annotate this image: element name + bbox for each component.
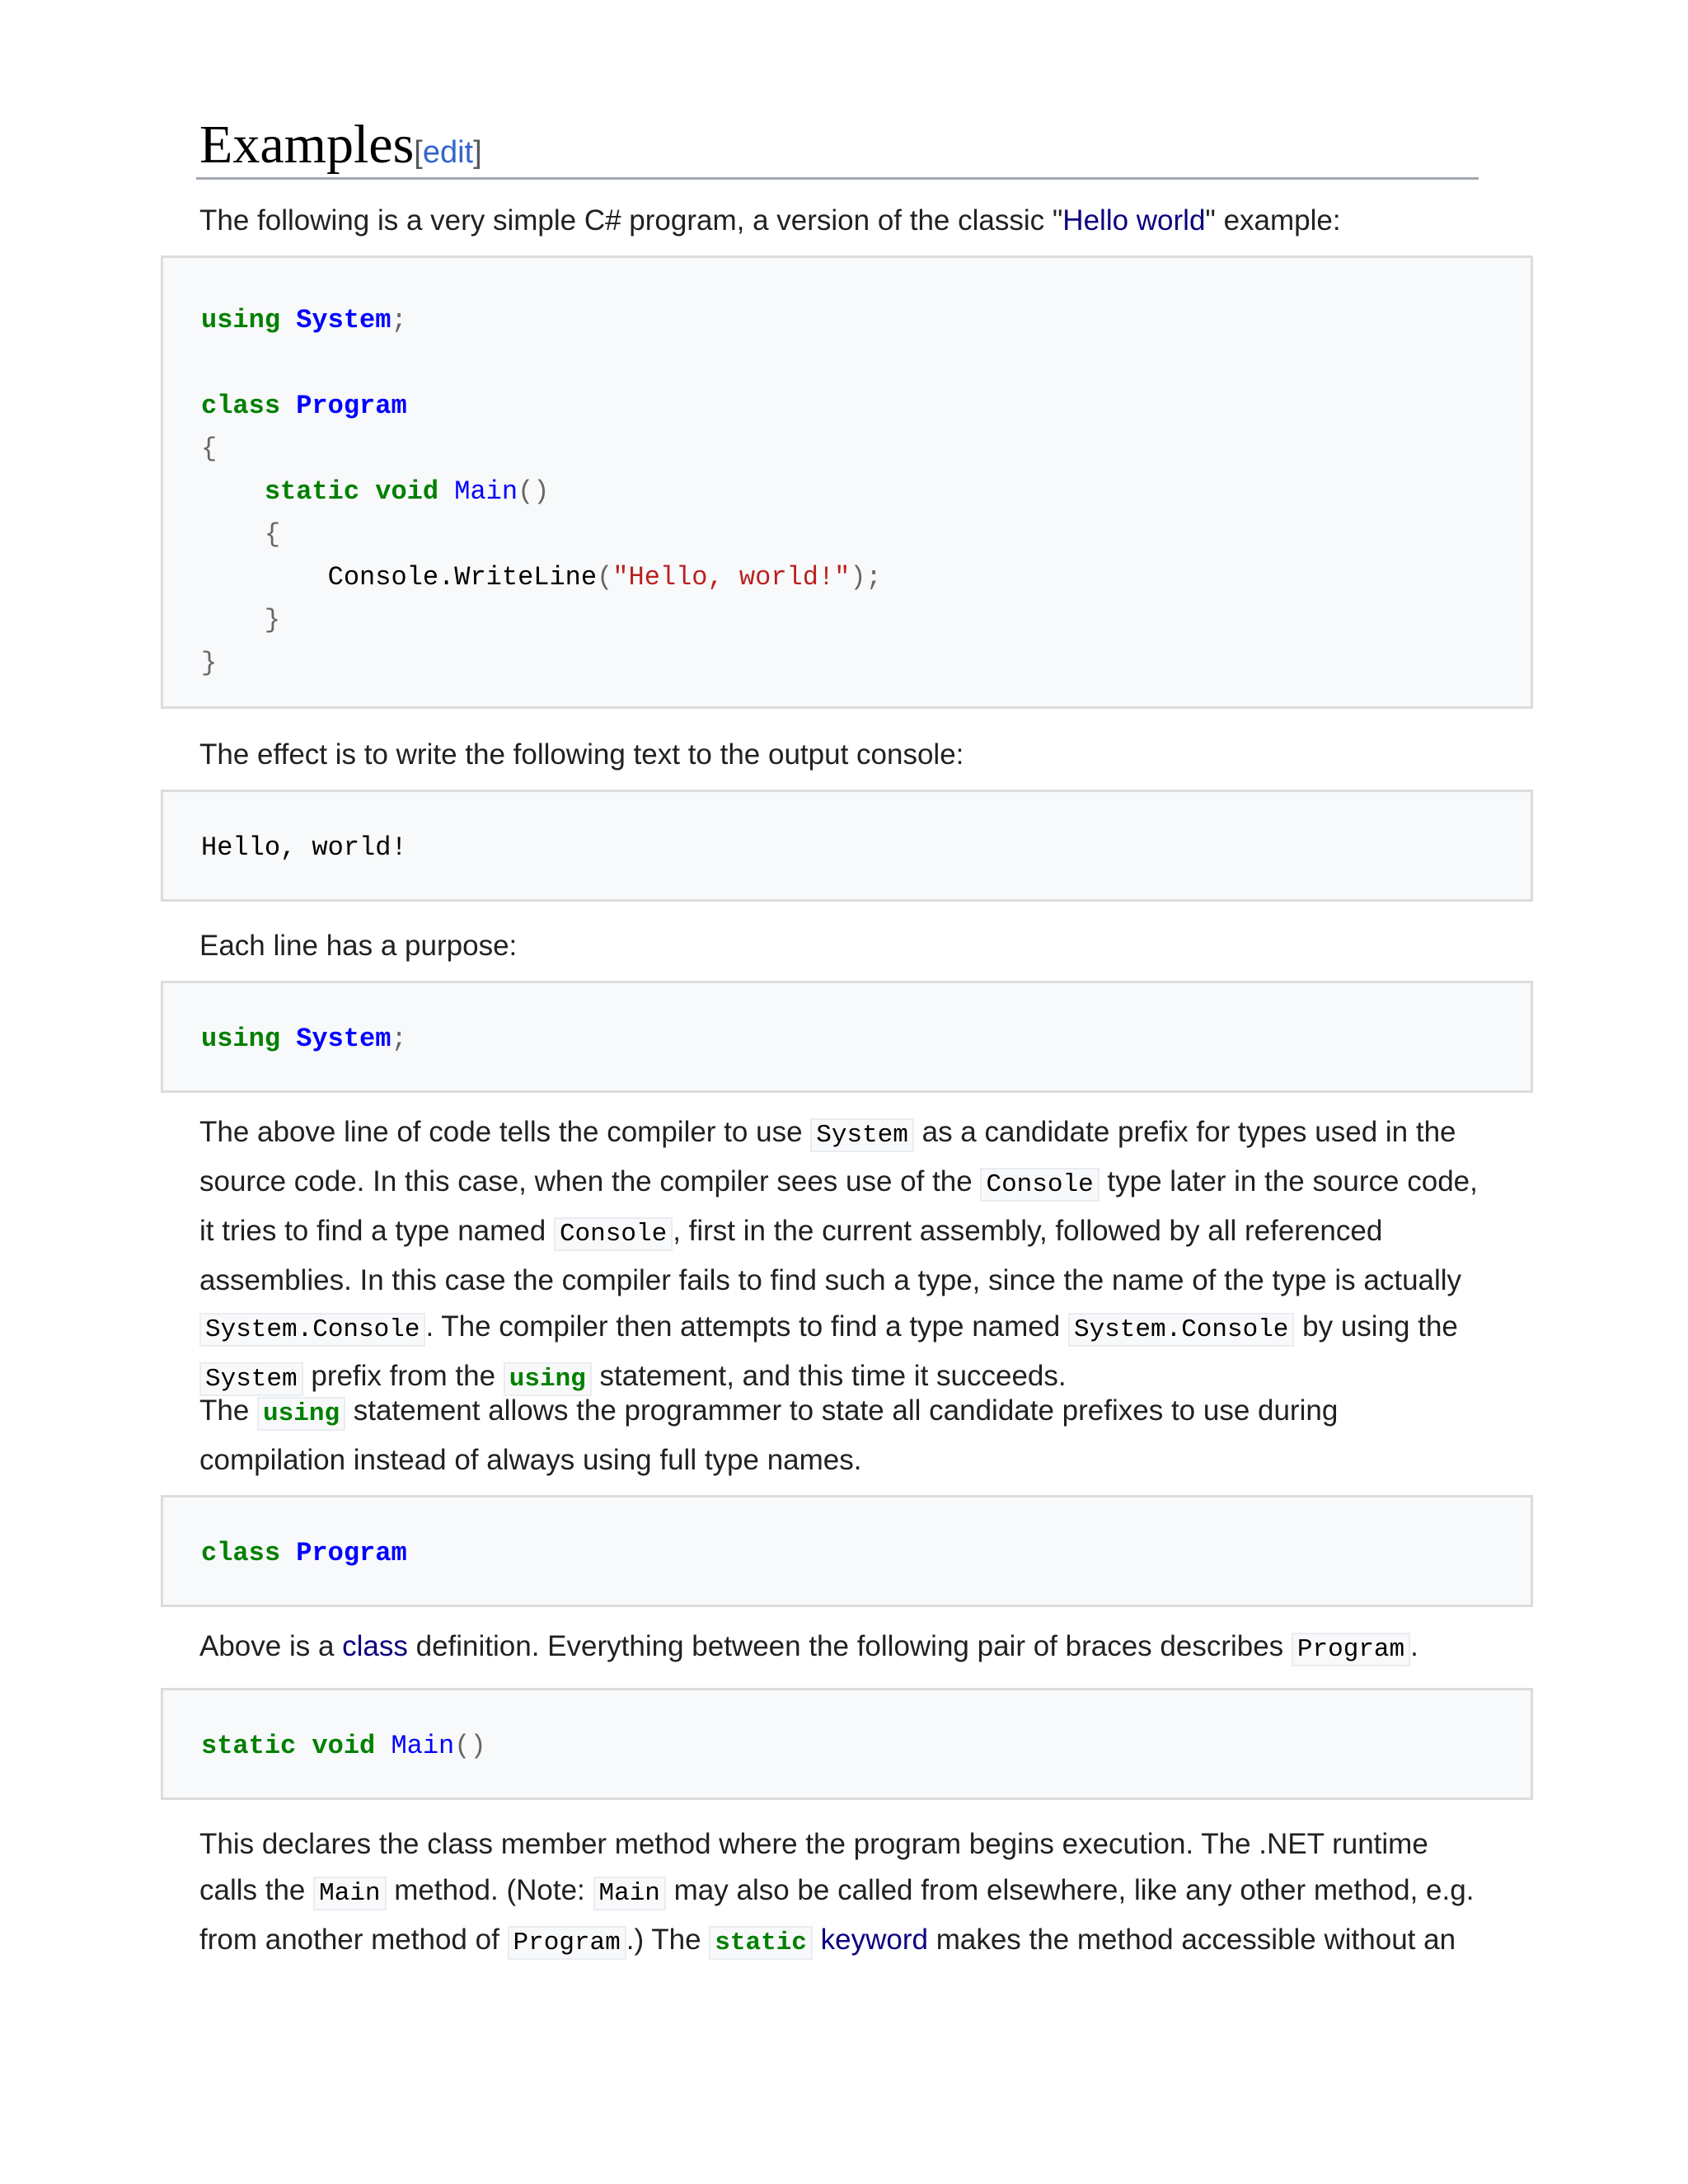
inline-code: System [199,1362,303,1396]
edit-bracket-close: ] [473,135,482,170]
inline-code: Main [313,1877,386,1910]
code-line: { [264,519,281,550]
code-line: Console.WriteLine("Hello, world!"); [327,562,882,593]
inline-code: Console [980,1168,1099,1202]
code-line: static void Main() [201,1731,486,1761]
code-block-main [161,1688,1533,1800]
code-listing [201,299,882,685]
inline-code: System.Console [199,1313,425,1347]
inline-code: System [810,1118,914,1152]
code-line: using System; [201,305,407,335]
keyword-link[interactable]: keyword [820,1924,928,1956]
inline-code: Program [1292,1633,1410,1666]
edit-link[interactable]: edit [422,135,474,170]
code-line: { [201,434,218,464]
section-title: Examples [199,115,415,175]
using-explanation-paragraph: The above line of code tells the compiler to use System as a candidate prefix for types used in the source code. In this case, when the compiler sees use of the Console type later in the source code, it tries to find a type named Console , first in the current assembly, followed by all referenced assemblies. In this case the compiler fails to find such a type, since the name of the type is actually System.Console . The compiler then attempts to find a type named System.Console by using the System prefix from the using statement, and this time it succeeds. [199,1109,1485,1403]
code-block-using [161,981,1533,1093]
code-block-program [161,255,1533,709]
section-title-row [199,115,482,175]
code-block-class [161,1495,1533,1607]
inline-code: Main [593,1877,666,1910]
inline-code: Program [508,1926,626,1960]
intro-text-after: " example: [1205,204,1341,237]
code-line-blank [201,342,882,385]
code-line: } [264,605,281,635]
inline-code: System.Console [1068,1313,1294,1347]
intro-text-before: The following is a very simple C# program, a version of the classic " [199,204,1063,237]
hello-world-link[interactable]: Hello world [1062,204,1206,237]
output-block [161,790,1533,902]
inline-code-keyword: static [709,1926,813,1960]
code-line: static void Main() [264,476,550,507]
class-link[interactable]: class [342,1630,408,1662]
inline-code-keyword: using [257,1397,345,1431]
effect-paragraph: The effect is to write the following text to the output console: [199,738,964,771]
class-paragraph: Above is a class definition. Everything between the following pair of braces describes Program . [199,1624,1485,1673]
inline-code: Console [554,1217,673,1251]
code-line: class Program [201,1538,407,1568]
section-heading [196,114,1479,180]
each-line-paragraph: Each line has a purpose: [199,930,518,962]
code-line: class Program [201,391,407,421]
code-line: } [201,648,218,678]
main-paragraph: This declares the class member method where the program begins execution. The .NET runtime calls the Main method. (Note: Main may also be called from elsewhere, like any other method, e.g. from another method of Program .) The static keyword makes the method accessible without an [199,1821,1485,1966]
intro-paragraph [199,198,1485,244]
code-line: using System; [201,1024,407,1054]
inline-code-keyword: using [504,1362,592,1396]
using-statement-paragraph: The using statement allows the programmer to state all candidate prefixes to use during compilation instead of always using full type names. [199,1394,1339,1476]
output-text: Hello, world! [201,832,407,863]
edit-bracket-open: [ [414,135,423,170]
